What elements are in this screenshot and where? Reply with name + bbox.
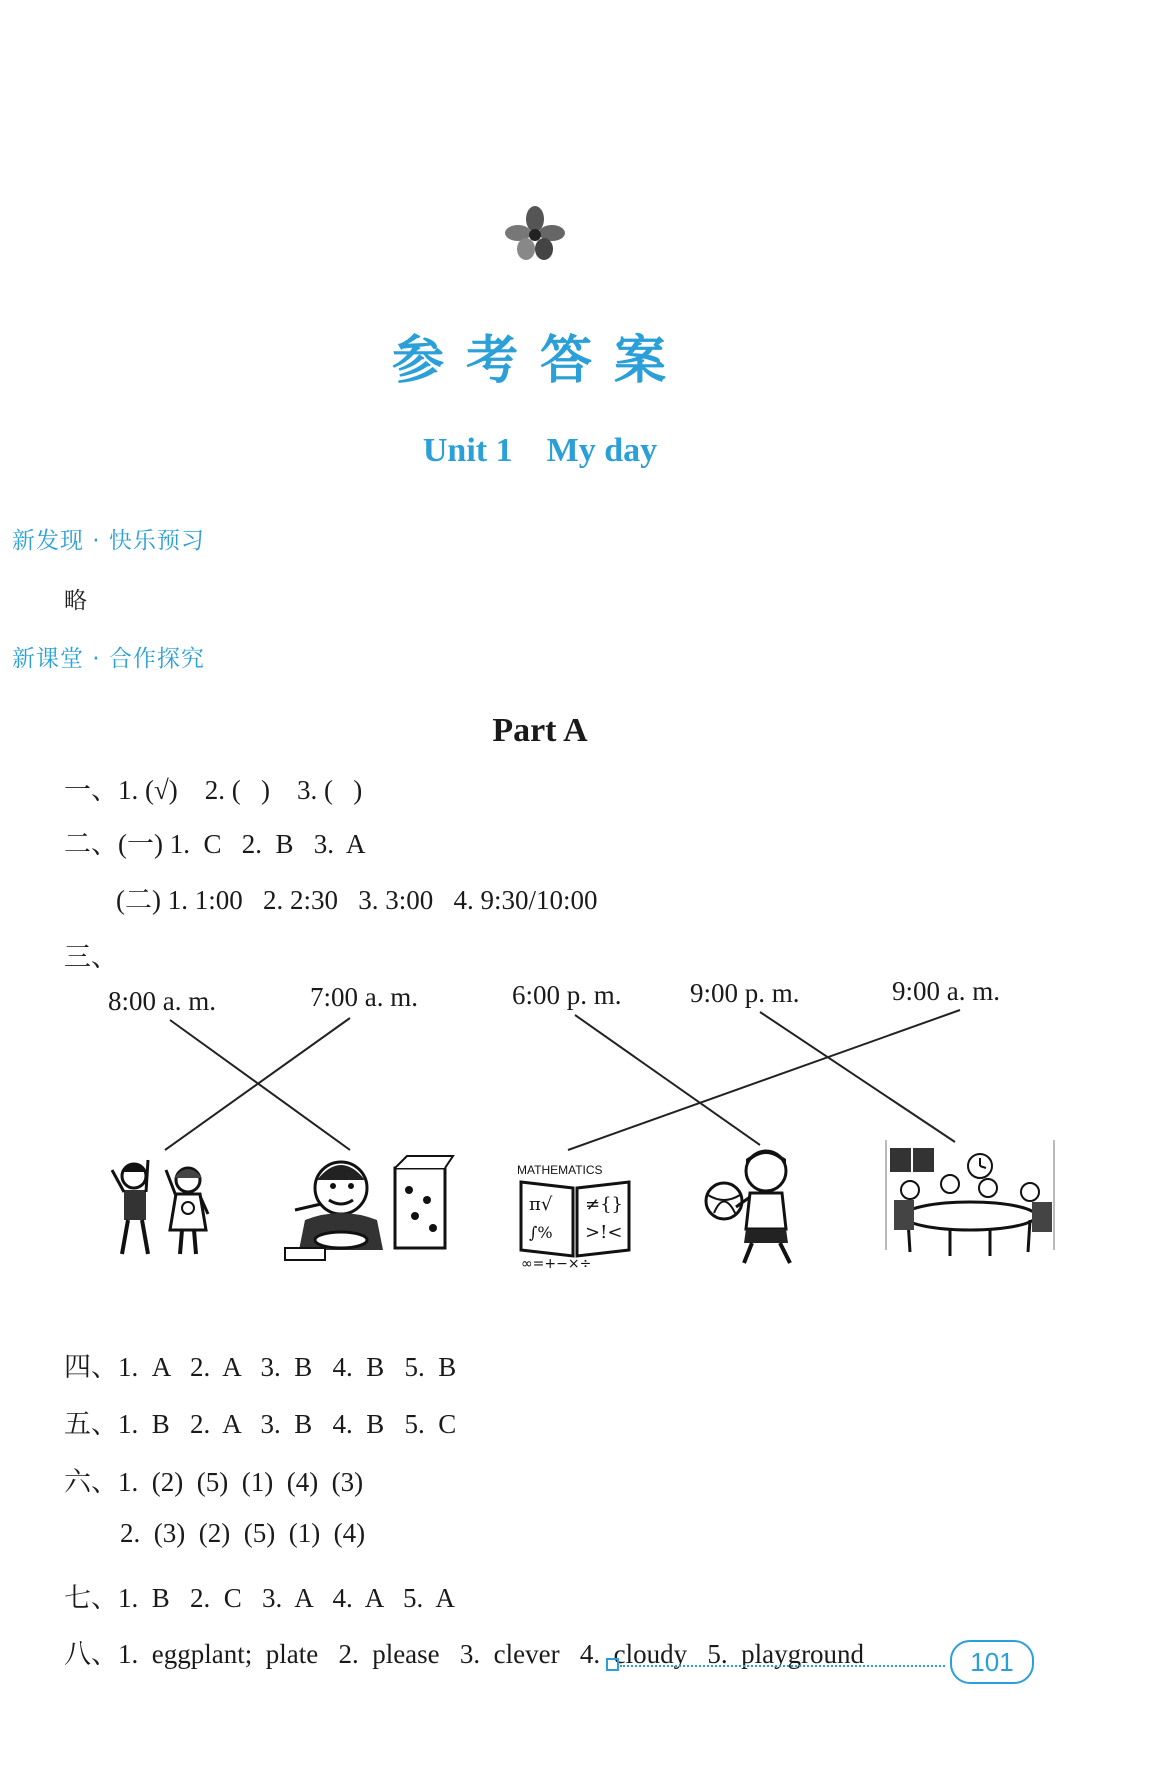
boy-volleyball-picture [700, 1145, 810, 1270]
time-label-5: 9:00 a. m. [892, 976, 1000, 1006]
answer-1: 一、1. (√) 2. ( ) 3. ( ) [64, 775, 363, 805]
answer-8: 八、1. eggplant; plate 2. please 3. clever 4. cloudy 5. playground [64, 1639, 865, 1669]
footer-marker [606, 1658, 619, 1671]
answer-4: 四、1. A 2. A 3. B 4. B 5. B [64, 1352, 457, 1382]
man-eating-breakfast-picture [275, 1150, 455, 1265]
unit-title: Unit 1 My day [422, 432, 658, 469]
section-classroom: 新课堂 · 合作探究 [12, 646, 205, 672]
page-number: 101 [950, 1640, 1034, 1684]
answer-7: 七、1. B 2. C 3. A 4. A 5. A [64, 1583, 455, 1613]
kids-exercising-picture [108, 1150, 218, 1260]
family-dinner-picture [880, 1140, 1060, 1270]
section-preview: 新发现 · 快乐预习 [12, 528, 205, 554]
footer-dotted-line [620, 1665, 945, 1667]
time-label-3: 6:00 p. m. [512, 980, 622, 1010]
answer-5: 五、1. B 2. A 3. B 4. B 5. C [64, 1409, 457, 1439]
svg-text:∫%: ∫% [529, 1223, 553, 1242]
svg-text:≠{}: ≠{} [585, 1194, 623, 1215]
answer-2b: (二) 1. 1:00 2. 2:30 3. 3:00 4. 9:30/10:00 [116, 885, 598, 915]
preview-answer: 略 [64, 588, 87, 614]
answer-6b: 2. (3) (2) (5) (1) (4) [120, 1518, 366, 1548]
answer-3: 三、 [64, 942, 118, 972]
time-label-2: 7:00 a. m. [310, 982, 418, 1012]
part-title: Part A [492, 712, 588, 749]
svg-text:∞=+−×÷: ∞=+−×÷ [521, 1256, 592, 1270]
svg-text:π√: π√ [529, 1194, 553, 1215]
answer-2a: 二、(一) 1. C 2. B 3. A [64, 829, 366, 859]
math-book-picture [515, 1160, 635, 1270]
math-book-title: MATHEMATICS [517, 1163, 603, 1177]
time-label-4: 9:00 p. m. [690, 978, 800, 1008]
time-label-1: 8:00 a. m. [108, 986, 216, 1016]
page-title: 参考答案 [391, 331, 688, 391]
answer-6a: 六、1. (2) (5) (1) (4) (3) [64, 1467, 364, 1497]
svg-text:>!<: >!< [585, 1222, 623, 1243]
